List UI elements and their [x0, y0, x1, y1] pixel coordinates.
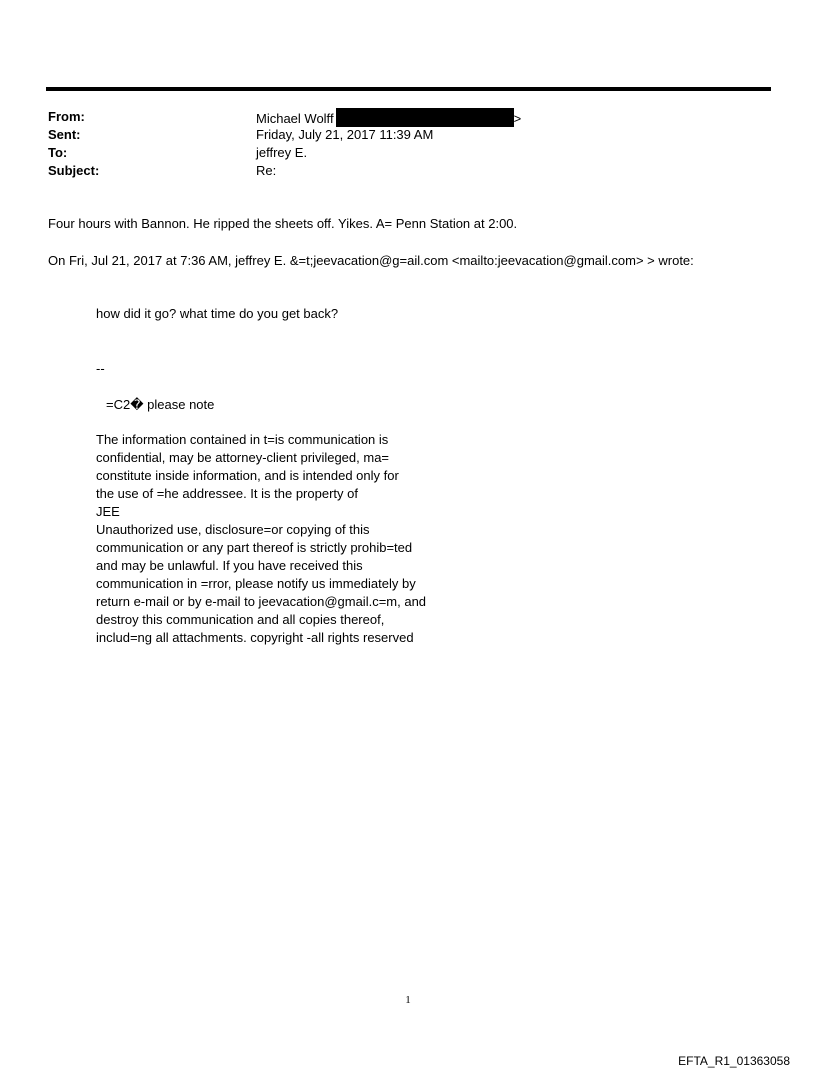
header-divider: [46, 87, 771, 91]
redaction-block: [336, 108, 514, 127]
from-row: [48, 108, 748, 126]
sender-name: Michael Wolff: [256, 111, 334, 126]
disclaimer-line: Unauthorized use, disclosure=or copying of this: [96, 522, 370, 537]
disclaimer-line: communication in =rror, please notify us immediately by: [96, 576, 416, 591]
sent-value: Friday, July 21, 2017 11:39 AM: [256, 127, 434, 142]
disclaimer-line: and may be unlawful. If you have received this: [96, 558, 363, 573]
sent-label: Sent:: [48, 127, 81, 142]
signature-separator: --: [96, 361, 105, 376]
subject-row: [48, 162, 748, 180]
to-value: jeffrey E.: [256, 145, 308, 160]
disclaimer-line: destroy this communication and all copies thereof,: [96, 612, 385, 627]
reply-text: Four hours with Bannon. He ripped the sheets off. Yikes. A= Penn Station at 2:00.: [48, 216, 518, 231]
page-number: 1: [405, 994, 411, 1006]
from-value: [256, 108, 521, 128]
disclaimer-line: The information contained in t=is communication is: [96, 432, 389, 447]
from-label: From:: [48, 109, 85, 124]
disclaimer-line: return e-mail or by e-mail to jeevacation@gmail.c=m, and: [96, 594, 427, 609]
disclaimer-line: constitute inside information, and is intended only for: [96, 468, 399, 483]
subject-value: Re:: [256, 163, 277, 178]
disclaimer-line: JEE: [96, 504, 120, 519]
sent-row: [48, 126, 748, 144]
quote-header: On Fri, Jul 21, 2017 at 7:36 AM, jeffrey E. &=t;jeevacation@g=ail.com <mailto:jeevacation@gmail.com> > wrote:: [48, 253, 694, 268]
to-row: [48, 144, 748, 162]
sender-email-close: >: [513, 111, 522, 126]
subject-label: Subject:: [48, 163, 100, 178]
disclaimer-line: the use of =he addressee. It is the property of: [96, 486, 358, 501]
disclaimer-line: communication or any part thereof is strictly prohib=ted: [96, 540, 413, 555]
to-label: To:: [48, 145, 68, 160]
disclaimer-line: confidential, may be attorney-client privileged, ma=: [96, 450, 390, 465]
disclaimer-line: includ=ng all attachments. copyright -all rights reserved: [96, 630, 414, 645]
confidentiality-disclaimer: [96, 431, 456, 647]
please-note: =C2� please note: [106, 397, 215, 412]
quoted-question: how did it go? what time do you get back?: [96, 306, 339, 321]
document-id: EFTA_R1_01363058: [678, 1054, 790, 1068]
